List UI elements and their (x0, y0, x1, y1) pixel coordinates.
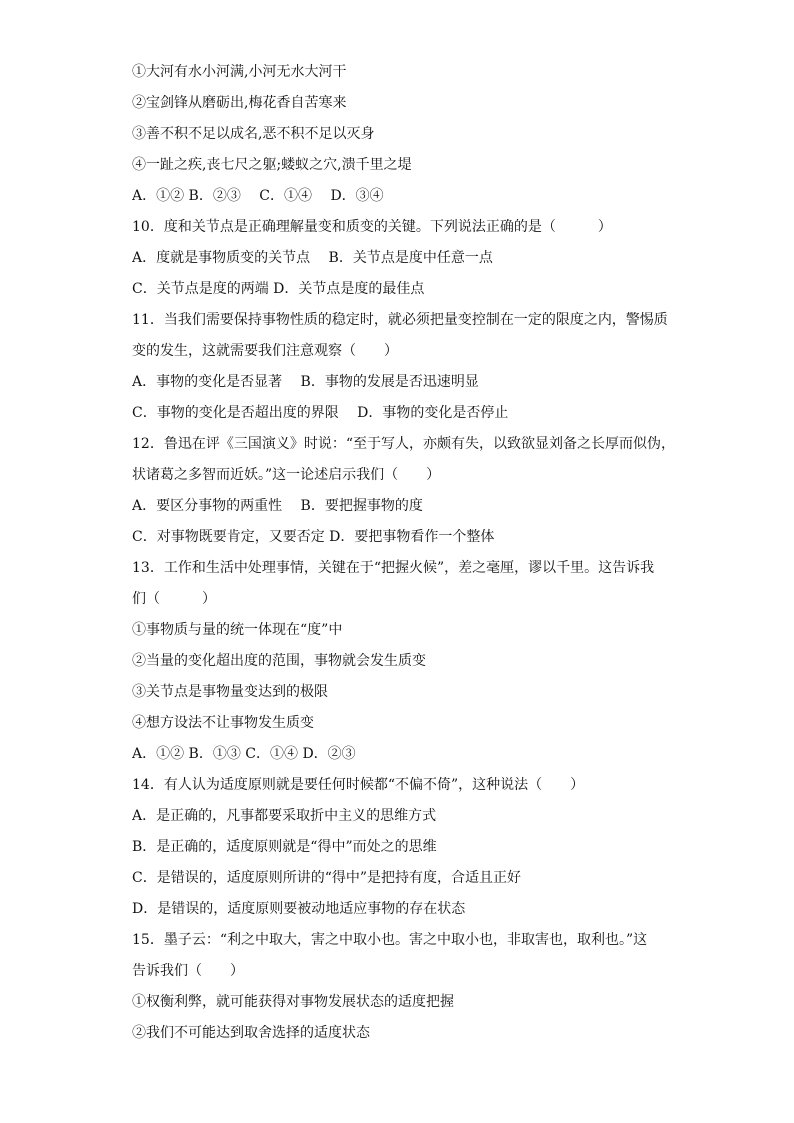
statement-q15-1: ①权衡利弊，就可能获得对事物发展状态的适度把握 (132, 994, 454, 1010)
options-q12-ab: A．要区分事物的两重性 B．要把握事物的度 (132, 498, 423, 514)
question-10: 10．度和关节点是正确理解量变和质变的关键。下列说法正确的是（ ） (132, 219, 612, 235)
options-q11-cd: C．事物的变化是否超出度的界限 D．事物的变化是否停止 (132, 405, 509, 421)
question-12-line2: 状诸葛之多智而近妖。”这一论述启示我们（ ） (132, 467, 441, 483)
question-15-line1: 15．墨子云：“利之中取大，害之中取小也。害之中取小也，非取害也，取利也。”这 (132, 932, 648, 948)
question-12-line1: 12．鲁迅在评《三国演义》时说：“至于写人，亦颇有失，以致欲显刘备之长厚而似伪， (132, 436, 675, 452)
statement-1: ①大河有水小河满,小河无水大河干 (132, 64, 347, 80)
options-q9: A．①② B．②③ C．①④ D．③④ (132, 188, 384, 204)
question-11-line2: 变的发生，这就需要我们注意观察（ ） (132, 343, 398, 359)
options-q10-cd: C．关节点是度的两端 D．关节点是度的最佳点 (132, 281, 425, 297)
question-15-line2: 告诉我们（ ） (132, 963, 244, 979)
statement-4: ④一趾之疾,丧七尺之躯;蝼蚁之穴,溃千里之堤 (132, 157, 412, 173)
question-13-line2: 们（ ） (132, 591, 216, 607)
options-q12-cd: C．对事物既要肯定，又要否定 D．要把事物看作一个整体 (132, 529, 495, 545)
statement-2: ②宝剑锋从磨砺出,梅花香自苦寒来 (132, 95, 347, 111)
question-14: 14．有人认为适度原则就是要任何时候都“不偏不倚”，这种说法（ ） (132, 777, 585, 793)
options-q11-ab: A．事物的变化是否显著 B．事物的发展是否迅速明显 (132, 374, 479, 390)
options-q13: A．①② B．①③ C．①④ D．②③ (132, 746, 356, 762)
statement-q13-2: ②当量的变化超出度的范围，事物就会发生质变 (132, 653, 426, 669)
option-q14-c: C．是错误的，适度原则所讲的“得中”是把持有度，合适且正好 (132, 870, 522, 886)
question-11-line1: 11．当我们需要保持事物性质的稳定时，就必须把量变控制在一定的限度之内，警惕质 (132, 312, 668, 328)
options-q10-ab: A．度就是事物质变的关节点 B．关节点是度中任意一点 (132, 250, 493, 266)
question-13-line1: 13．工作和生活中处理事情，关键在于“把握火候”，差之毫厘，谬以千里。这告诉我 (132, 560, 655, 576)
statement-3: ③善不积不足以成名,恶不积不足以灭身 (132, 126, 375, 142)
statement-q13-1: ①事物质与量的统一体现在“度”中 (132, 622, 343, 638)
statement-q13-3: ③关节点是事物量变达到的极限 (132, 684, 328, 700)
statement-q13-4: ④想方设法不让事物发生质变 (132, 715, 314, 731)
statement-q15-2: ②我们不可能达到取舍选择的适度状态 (132, 1025, 370, 1041)
option-q14-a: A．是正确的，凡事都要采取折中主义的思维方式 (132, 808, 437, 824)
option-q14-b: B．是正确的，适度原则就是“得中”而处之的思维 (132, 839, 437, 855)
option-q14-d: D．是错误的，适度原则要被动地适应事物的存在状态 (132, 901, 466, 917)
